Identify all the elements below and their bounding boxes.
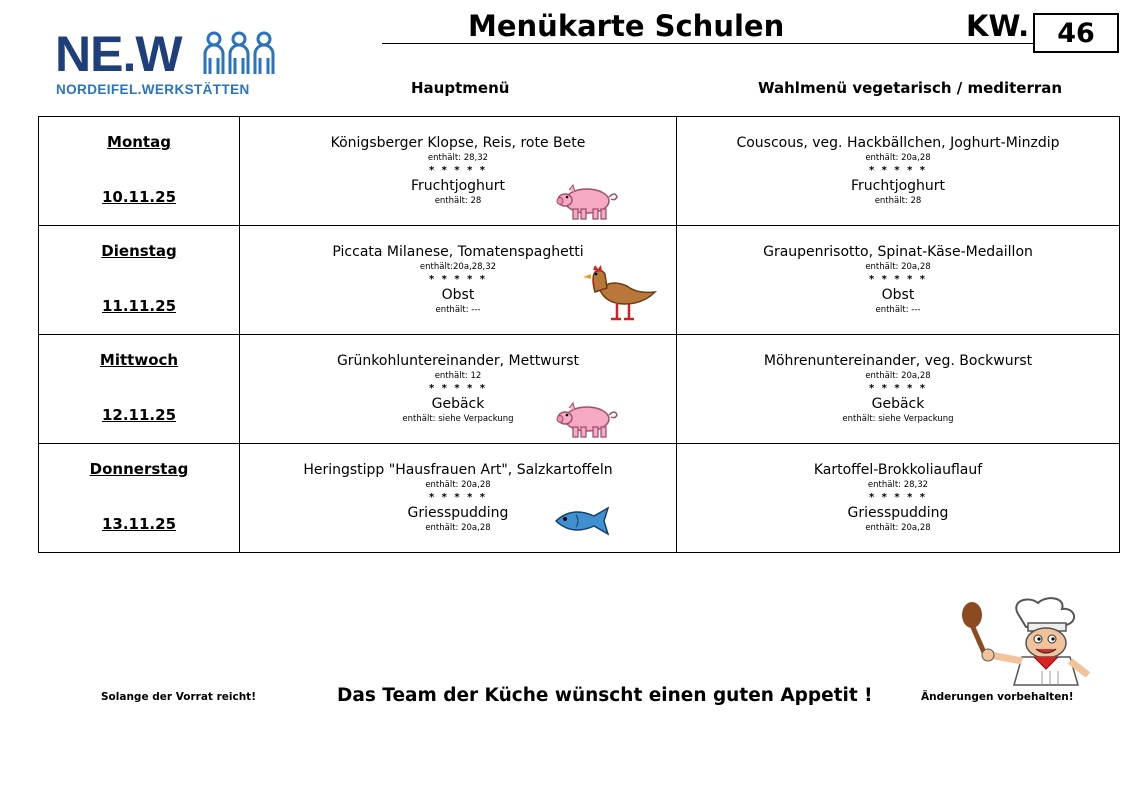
dish-name: Möhrenuntereinander, veg. Bockwurst bbox=[763, 353, 1033, 369]
date: 10.11.25 bbox=[101, 188, 177, 206]
logo-wordmark: NE.W bbox=[55, 26, 182, 82]
menu-row bbox=[39, 444, 1120, 553]
menu-row bbox=[39, 117, 1120, 226]
company-logo bbox=[55, 28, 280, 100]
dish-allergens: enthält: 20a,28 bbox=[865, 262, 931, 272]
column-header-main: Hauptmenü bbox=[411, 79, 510, 97]
dessert-allergens: enthält: 28 bbox=[434, 196, 482, 206]
dessert-allergens: enthält: siehe Verpackung bbox=[402, 414, 514, 424]
dessert-name: Obst bbox=[441, 287, 475, 303]
date: 11.11.25 bbox=[101, 297, 177, 315]
dessert-name: Fruchtjoghurt bbox=[850, 178, 946, 194]
separator-stars: * * * * * bbox=[868, 492, 928, 503]
weekday: Donnerstag bbox=[89, 460, 189, 478]
title-underline bbox=[382, 43, 1034, 44]
dish-name: Grünkohluntereinander, Mettwurst bbox=[336, 353, 580, 369]
dessert-name: Obst bbox=[881, 287, 915, 303]
menu-row bbox=[39, 226, 1120, 335]
date: 13.11.25 bbox=[101, 515, 177, 533]
dish-name: Graupenrisotto, Spinat-Käse-Medaillon bbox=[763, 244, 1033, 260]
date: 12.11.25 bbox=[101, 406, 177, 424]
separator-stars: * * * * * bbox=[868, 274, 928, 285]
dessert-allergens: enthält: 28 bbox=[874, 196, 922, 206]
week-label: KW. bbox=[966, 9, 1030, 43]
dish-allergens: enthält: 20a,28 bbox=[865, 153, 931, 163]
alt-menu-cell bbox=[677, 335, 1120, 444]
chef-illustration bbox=[950, 595, 1106, 689]
day-cell bbox=[39, 444, 240, 553]
dessert-allergens: enthält: siehe Verpackung bbox=[842, 414, 954, 424]
weekday: Dienstag bbox=[101, 242, 177, 260]
footer-stock-note: Solange der Vorrat reicht! bbox=[101, 691, 256, 703]
footer-greeting: Das Team der Küche wünscht einen guten Appetit ! bbox=[337, 685, 873, 706]
pig-icon bbox=[555, 399, 621, 443]
dessert-allergens: enthält: --- bbox=[875, 305, 921, 315]
weekday: Montag bbox=[107, 133, 171, 151]
separator-stars: * * * * * bbox=[428, 274, 488, 285]
pig-icon bbox=[555, 181, 621, 225]
footer-changes-note: Änderungen vorbehalten! bbox=[921, 691, 1074, 703]
dessert-allergens: enthält: 20a,28 bbox=[865, 523, 931, 533]
week-number: 46 bbox=[1033, 13, 1119, 53]
day-cell bbox=[39, 335, 240, 444]
alt-menu-cell bbox=[677, 444, 1120, 553]
dish-name: Kartoffel-Brokkoliauflauf bbox=[813, 462, 983, 478]
dish-allergens: enthält: 20a,28 bbox=[865, 371, 931, 381]
column-header-alt: Wahlmenü vegetarisch / mediterran bbox=[758, 79, 1063, 97]
day-cell bbox=[39, 117, 240, 226]
fish-icon bbox=[552, 506, 612, 540]
dish-name: Piccata Milanese, Tomatenspaghetti bbox=[332, 244, 584, 260]
separator-stars: * * * * * bbox=[428, 165, 488, 176]
dish-name: Königsberger Klopse, Reis, rote Bete bbox=[330, 135, 586, 151]
dish-allergens: enthält: 28,32 bbox=[427, 153, 489, 163]
dessert-name: Gebäck bbox=[431, 396, 485, 412]
main-menu-cell bbox=[240, 117, 677, 226]
dish-allergens: enthält: 20a,28 bbox=[425, 480, 491, 490]
main-menu-cell bbox=[240, 444, 677, 553]
dessert-name: Fruchtjoghurt bbox=[410, 178, 506, 194]
dish-allergens: enthält: 12 bbox=[434, 371, 482, 381]
dish-allergens: enthält: 28,32 bbox=[867, 480, 929, 490]
separator-stars: * * * * * bbox=[428, 383, 488, 394]
dessert-name: Griesspudding bbox=[407, 505, 509, 521]
dessert-name: Gebäck bbox=[871, 396, 925, 412]
menu-row bbox=[39, 335, 1120, 444]
dessert-allergens: enthält: 20a,28 bbox=[425, 523, 491, 533]
dessert-allergens: enthält: --- bbox=[435, 305, 481, 315]
separator-stars: * * * * * bbox=[428, 492, 488, 503]
separator-stars: * * * * * bbox=[868, 383, 928, 394]
day-cell bbox=[39, 226, 240, 335]
dish-name: Heringstipp "Hausfrauen Art", Salzkartoffeln bbox=[303, 462, 613, 478]
page-title: Menükarte Schulen bbox=[468, 9, 785, 43]
dish-name: Couscous, veg. Hackbällchen, Joghurt-Minzdip bbox=[736, 135, 1060, 151]
weekday: Mittwoch bbox=[99, 351, 179, 369]
alt-menu-cell bbox=[677, 226, 1120, 335]
alt-menu-cell bbox=[677, 117, 1120, 226]
people-icon bbox=[201, 30, 277, 76]
chicken-icon bbox=[577, 264, 657, 326]
logo-subtitle: NORDEIFEL.WERKSTÄTTEN bbox=[56, 82, 250, 97]
main-menu-cell bbox=[240, 226, 677, 335]
dish-allergens: enthält:20a,28,32 bbox=[419, 262, 497, 272]
separator-stars: * * * * * bbox=[868, 165, 928, 176]
menu-table bbox=[38, 116, 1120, 553]
dessert-name: Griesspudding bbox=[847, 505, 949, 521]
main-menu-cell bbox=[240, 335, 677, 444]
